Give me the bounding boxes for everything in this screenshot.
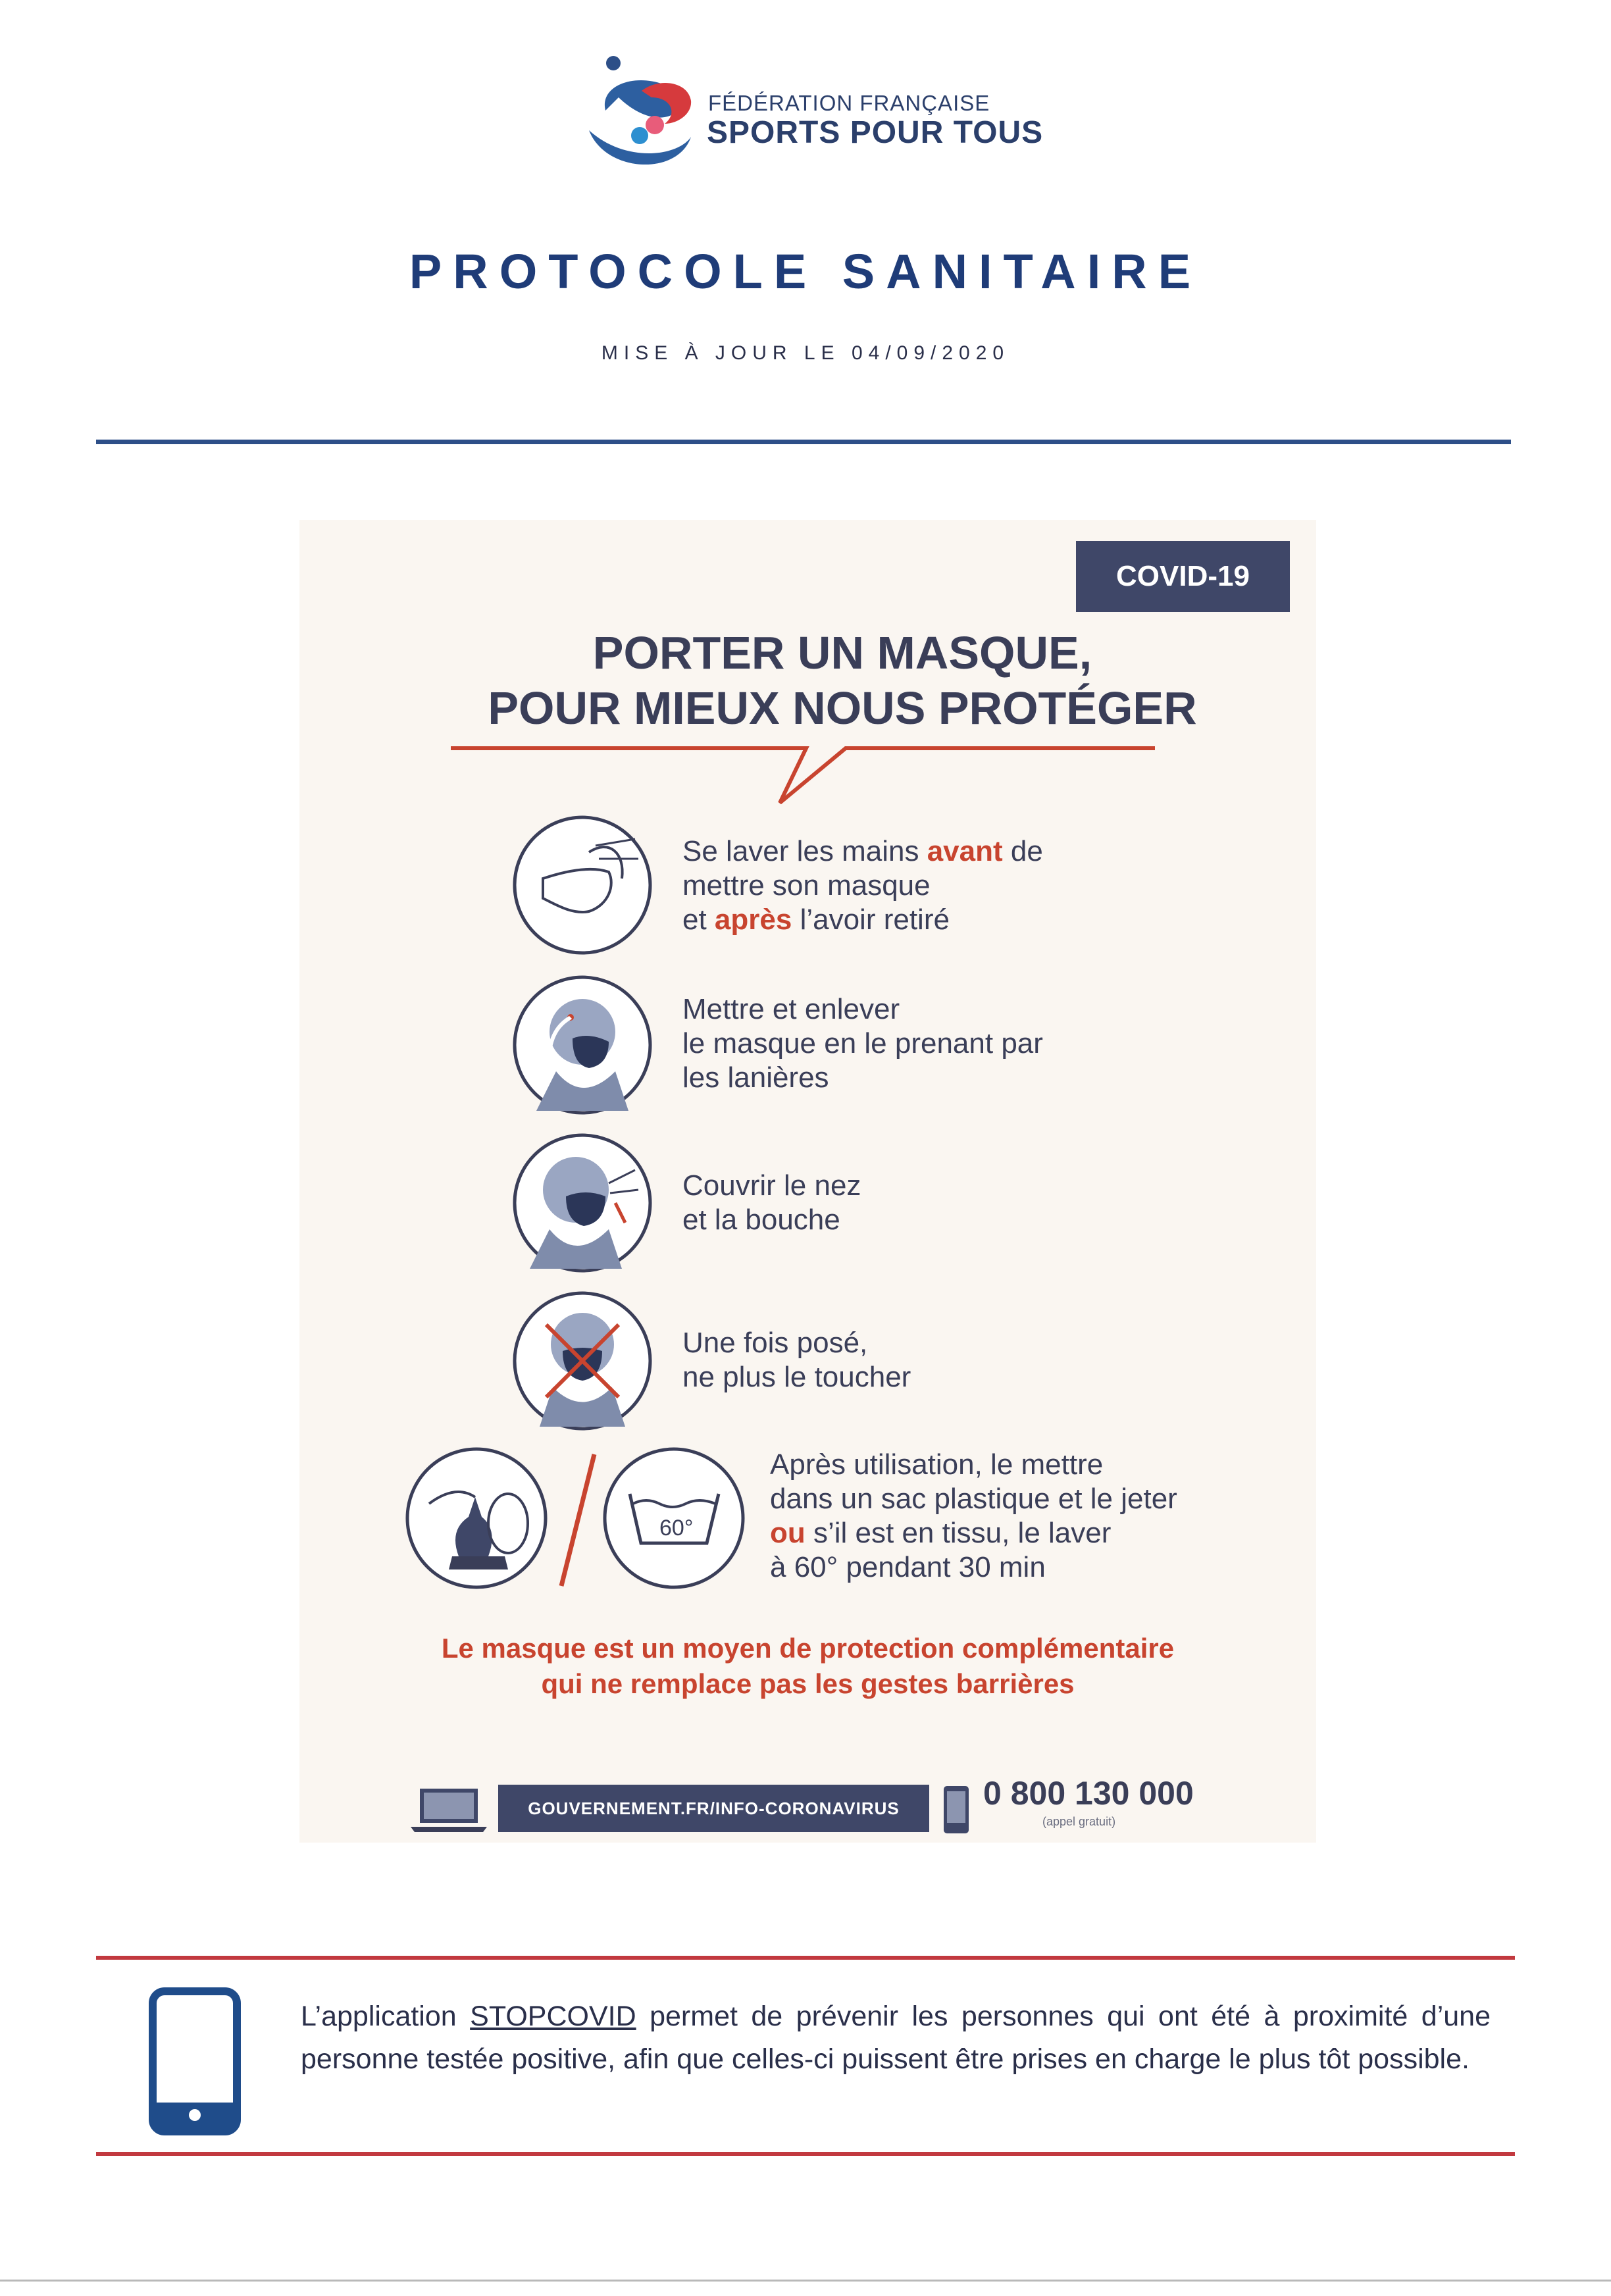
step5-text <box>770 1448 1177 1585</box>
warning-line2: qui ne remplace pas les gestes barrières <box>541 1668 1075 1699</box>
hotline-note: (appel gratuit) <box>1042 1815 1116 1828</box>
stopcovid-info-text <box>301 1995 1491 2081</box>
header-divider <box>96 440 1511 444</box>
stopcovid-link[interactable]: STOPCOVID <box>470 2001 636 2032</box>
step2-text <box>682 992 1043 1095</box>
step1-highlight-apres: après <box>714 904 792 936</box>
step5-line4: à 60° pendant 30 min <box>770 1551 1046 1583</box>
step3-line1: Couvrir le nez <box>682 1169 861 1202</box>
step1-line3-a: et <box>682 904 715 936</box>
step3-line2: et la bouche <box>682 1204 840 1236</box>
step1-line3 <box>682 903 1043 937</box>
step1-highlight-avant: avant <box>927 835 1003 867</box>
app-text-after: permet de prévenir les personnes qui ont été à proximité d’une personne testée positive, afin que celles-ci puissent être prises en charge le plus tôt possible. <box>301 2001 1491 2075</box>
ffspt-logo-icon <box>579 51 704 183</box>
step1-line1-a: Se laver les mains <box>682 835 927 867</box>
hotline-number[interactable]: 0 800 130 000 <box>983 1775 1194 1812</box>
wash-temp-label: 60° <box>659 1516 694 1541</box>
trash-bag-icon <box>403 1444 551 1593</box>
step2-line3: les lanières <box>682 1061 829 1094</box>
step5-line3-b: s’il est en tissu, le laver <box>805 1517 1112 1549</box>
poster-title-line2: POUR MIEUX NOUS PROTÉGER <box>488 682 1197 734</box>
poster-warning <box>299 1631 1316 1702</box>
step2-line2: le masque en le prenant par <box>682 1027 1043 1059</box>
gov-info-link[interactable]: GOUVERNEMENT.FR/INFO-CORONAVIRUS <box>498 1785 929 1832</box>
step5-line2: dans un sac plastique et le jeter <box>770 1483 1177 1515</box>
no-touch-mask-icon <box>510 1288 655 1433</box>
step1-line3-b: l’avoir retiré <box>792 904 950 936</box>
federation-logo <box>579 51 1044 183</box>
step2-line1: Mettre et enlever <box>682 993 900 1025</box>
mask-cover-nose-icon <box>510 1131 655 1275</box>
step1-line1-b: de <box>1002 835 1043 867</box>
step1-line2: mettre son masque <box>682 869 931 902</box>
page-bottom-line <box>0 2280 1611 2282</box>
mask-straps-icon <box>510 973 655 1117</box>
step4-line2: ne plus le toucher <box>682 1361 911 1393</box>
step1-line1 <box>682 834 1043 869</box>
step1-text <box>682 834 1043 937</box>
step5-line1: Après utilisation, le mettre <box>770 1448 1104 1481</box>
info-divider-top <box>96 1956 1515 1960</box>
page-title: PROTOCOLE SANITAIRE <box>409 244 1202 299</box>
covid-badge: COVID-19 <box>1076 541 1290 612</box>
app-text-before: L’application <box>301 2001 471 2032</box>
speech-bubble-line <box>451 740 1155 806</box>
warning-line1: Le masque est un moyen de protection complémentaire <box>441 1633 1175 1664</box>
org-name-line1: FÉDÉRATION FRANÇAISE <box>708 91 990 115</box>
org-name-line2: SPORTS POUR TOUS <box>707 115 1044 150</box>
step4-text <box>682 1326 911 1394</box>
slash-separator <box>551 1448 604 1593</box>
info-divider-bottom <box>96 2152 1515 2156</box>
hand-washing-icon <box>510 813 655 957</box>
phone-icon <box>940 1783 973 1836</box>
step4-line1: Une fois posé, <box>682 1327 868 1359</box>
poster-title <box>369 625 1316 736</box>
step3-text <box>682 1169 861 1237</box>
step5-highlight-ou: ou <box>770 1517 806 1549</box>
poster-title-line1: PORTER UN MASQUE, <box>592 627 1092 678</box>
laptop-icon <box>409 1786 488 1833</box>
step5-line3 <box>770 1516 1177 1550</box>
update-date: MISE À JOUR LE 04/09/2020 <box>601 342 1010 364</box>
smartphone-icon <box>149 1987 241 2135</box>
